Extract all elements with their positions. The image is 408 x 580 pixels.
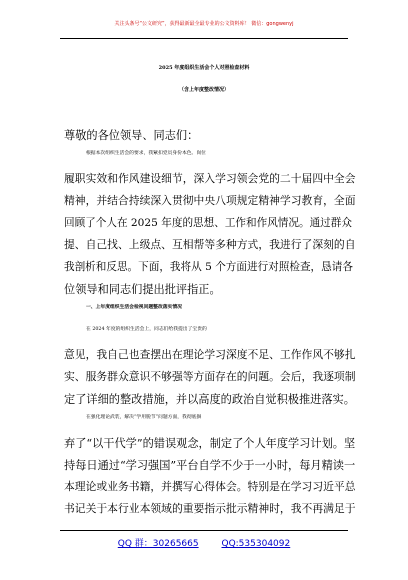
paragraph-line: 本理论或业务书籍，并撰写心得体会。特别是在学习习近平总 — [64, 480, 356, 493]
header-divider — [60, 38, 348, 39]
salutation: 尊敬的各位领导、同志们： — [64, 129, 199, 142]
qq-link[interactable]: QQ:535304092 — [221, 539, 291, 549]
paragraph-line: 提、自己找、上级点、互相帮等多种方式，我进行了深刻的自 — [64, 238, 356, 251]
paragraph-line: 定了详细的整改措施，并以高度的政治自觉积极推进落实。 — [64, 393, 355, 406]
paragraph-line: 在强化理论武装，解决“学用脱节”问题方面，我彻底摒 — [86, 415, 202, 420]
paragraph-line: 履职实效和作风建设细节，深入学习领会党的二十届四中全会 — [64, 172, 356, 185]
paragraph-line: 根据本次组织生活会的要求，我紧扣党员身份本色、岗位 — [86, 151, 206, 156]
footer — [0, 536, 408, 549]
paragraph-line: 弃了“以干代学”的错误观念，制定了个人年度学习计划。坚 — [64, 437, 356, 450]
paragraph-line: 精神，并结合持续深入贯彻中央八项规定精神学习教育，全面 — [64, 194, 356, 207]
paragraph-line: 回顾了个人在 2025 年度的思想、工作和作风情况。通过群众 — [64, 217, 352, 229]
paragraph-line: 位领导和同志们提出批评指正。 — [64, 283, 221, 296]
paragraph-line: 书记关于本行业本领域的重要指示批示精神时，我不再满足于 — [64, 502, 356, 515]
paragraph-line: 在 2024 年度的组织生活会上，同志们给我提出了宝贵的 — [86, 327, 207, 332]
paragraph-line: 意见，我自己也查摆出在理论学习深度不足、工作作风不够扎 — [64, 348, 356, 361]
header-banner: 关注头条号“公文研究”，获得最新最全最专业的公文资料库！ 微信：gongwenyj — [114, 21, 294, 27]
qq-group-link[interactable]: QQ 群：30265665 — [117, 539, 199, 549]
document-title: 2025 年度组织生活会个人对照检查材料 — [158, 65, 250, 71]
footer-divider — [60, 530, 348, 531]
document-subtitle: （含上年度整改情况） — [178, 87, 229, 93]
paragraph-line: 实、服务群众意识不够强等方面存在的问题。会后，我逐项制 — [64, 370, 356, 383]
paragraph-line: 我剖析和反思。下面，我将从 5 个方面进行对照检查，恳请各 — [64, 261, 353, 273]
section-heading: 一、上年度组织生活会检视问题整改落实情况 — [86, 305, 182, 310]
paragraph-line: 持每日通过“学习强国”平台自学不少于一小时，每月精读一 — [64, 459, 356, 472]
